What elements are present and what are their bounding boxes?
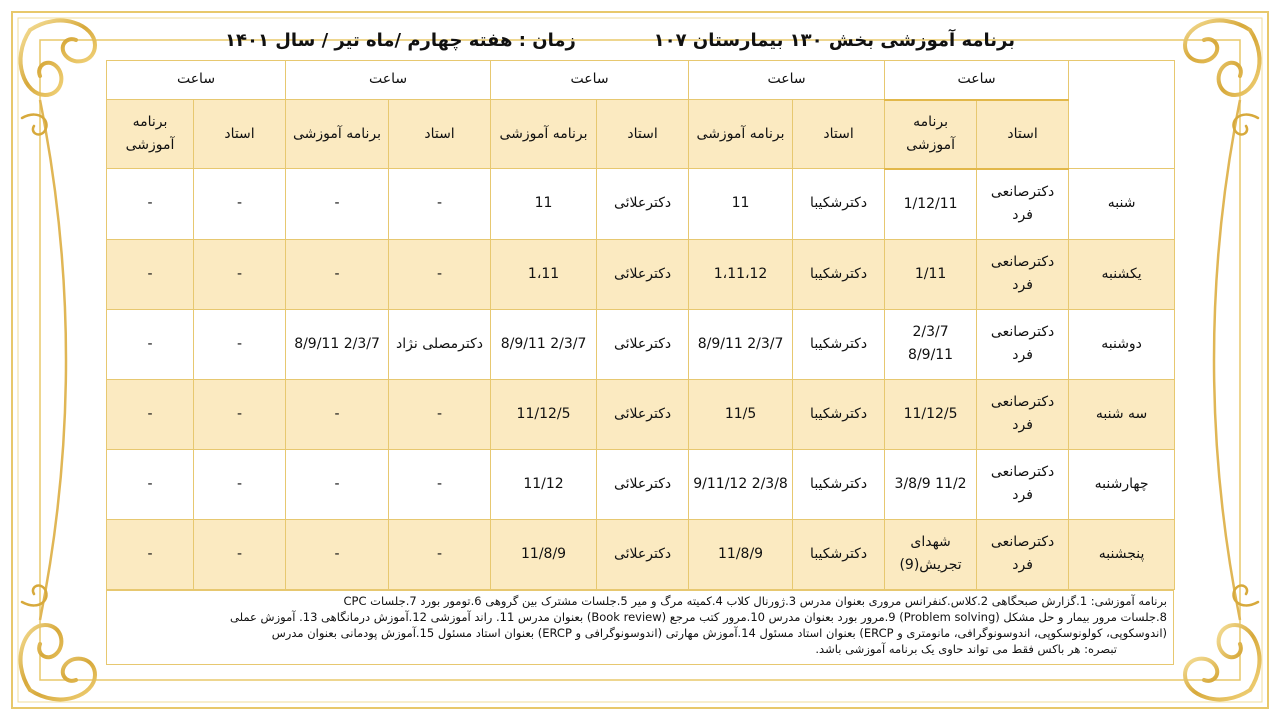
table-cell: 11: [491, 169, 597, 240]
table-cell: -: [107, 239, 194, 309]
day-label: سه شنبه: [1069, 379, 1175, 449]
table-cell: -: [107, 379, 194, 449]
table-cell: دکترصانعی فرد: [977, 169, 1069, 240]
table-cell: 11/8/9: [491, 519, 597, 589]
hour-header: ساعت: [689, 61, 885, 100]
table-cell: 2/3/8 9/11/12: [689, 449, 793, 519]
table-cell: 2/3/7 8/9/11: [885, 309, 977, 379]
table-cell: -: [286, 239, 389, 309]
table-cell: -: [194, 169, 286, 240]
table-cell: 11/5: [689, 379, 793, 449]
hour-header-row: [107, 61, 1175, 100]
table-cell: دکترعلائی: [597, 519, 689, 589]
note-line: برنامه آموزشی: 1.گزارش صبحگاهی 2.کلاس.کنفرانس مروری بعنوان مدرس 3.ژورنال کلاب 4.کمیته مرگ و میر 5.جلسات مشترک بین گروهی 6.تومور بورد 7.جلسات CPC: [343, 594, 1167, 608]
day-label: چهارشنبه: [1069, 449, 1175, 519]
title-row: [225, 30, 1015, 58]
table-cell: 11/8/9: [689, 519, 793, 589]
table-row: [107, 379, 1175, 449]
table-cell: دکترشکیبا: [793, 449, 885, 519]
table-cell: دکترصانعی فرد: [977, 239, 1069, 309]
table-cell: -: [286, 169, 389, 240]
table-cell: دکترمصلی نژاد: [389, 309, 491, 379]
table-cell: دکترصانعی فرد: [977, 519, 1069, 589]
day-label: شنبه: [1069, 169, 1175, 240]
table-cell: دکترعلائی: [597, 239, 689, 309]
table-cell: -: [389, 239, 491, 309]
table-cell: 11/12: [491, 449, 597, 519]
table-cell: دکترعلائی: [597, 379, 689, 449]
day-label: دوشنبه: [1069, 309, 1175, 379]
table-cell: 1/11: [885, 239, 977, 309]
table-cell: -: [194, 379, 286, 449]
note-line: (اندوسکوپی، کولونوسکوپی، اندوسونوگرافی، مانومتری و ERCP) بعنوان استاد مسئول 14.آموزش مهارتی (اندوسونوگرافی و ERCP) بعنوان استاد مسئول 15.آموزش پودمانی بعنوان مدرس: [271, 626, 1167, 640]
table-cell: دکترصانعی فرد: [977, 449, 1069, 519]
column-header-teacher: استاد: [597, 100, 689, 169]
table-cell: 1،11: [491, 239, 597, 309]
hour-header: ساعت: [286, 61, 491, 100]
table-cell: 1/12/11: [885, 169, 977, 240]
column-header-program: برنامه آموزشی: [689, 100, 793, 169]
table-cell: 11/12/5: [491, 379, 597, 449]
day-label: یکشنبه: [1069, 239, 1175, 309]
corner-cell: [1069, 61, 1175, 169]
table-cell: دکترعلائی: [597, 169, 689, 240]
table-cell: 1،11،12: [689, 239, 793, 309]
notes-box: [106, 590, 1174, 665]
table-row: [107, 449, 1175, 519]
schedule-table: [106, 60, 1175, 590]
column-header-teacher: استاد: [389, 100, 491, 169]
table-cell: -: [107, 169, 194, 240]
table-cell: -: [286, 449, 389, 519]
table-cell: 2/3/7 8/9/11: [491, 309, 597, 379]
table-cell: -: [194, 309, 286, 379]
table-cell: -: [286, 519, 389, 589]
hour-header: ساعت: [885, 61, 1069, 100]
table-cell: -: [107, 519, 194, 589]
table-row: [107, 309, 1175, 379]
table-row: [107, 239, 1175, 309]
table-cell: دکترشکیبا: [793, 239, 885, 309]
hour-header: ساعت: [107, 61, 286, 100]
time-label: زمان : هفته چهارم /ماه تیر / سال ۱۴۰۱: [225, 30, 576, 51]
table-cell: دکترصانعی فرد: [977, 309, 1069, 379]
column-header-program: برنامه آموزشی: [107, 100, 194, 169]
column-header-row: [107, 100, 1175, 169]
table-cell: 2/3/7 8/9/11: [689, 309, 793, 379]
note-line: 8.جلسات مرور بیمار و حل مشکل (Problem solving) 9.مرور بورد بعنوان مدرس 10.مرور کتب مرجع (Book review) بعنوان مدرس 11. راند آموزشی 12.آموزش درمانگاهی 13. آموزش عملی: [230, 610, 1167, 624]
page-title: برنامه آموزشی بخش ۱۳۰ بیمارستان ۱۰۷: [653, 30, 1015, 51]
table-cell: -: [107, 449, 194, 519]
table-cell: -: [389, 379, 491, 449]
table-cell: شهدای تجریش(9): [885, 519, 977, 589]
table-cell: 11/12/5: [885, 379, 977, 449]
column-header-teacher: استاد: [977, 100, 1069, 169]
note-line: تبصره: هر باکس فقط می تواند حاوی یک برنامه آموزشی باشد.: [815, 642, 1117, 656]
table-cell: دکترشکیبا: [793, 309, 885, 379]
table-cell: -: [286, 379, 389, 449]
table-cell: دکترعلائی: [597, 449, 689, 519]
table-cell: دکترشکیبا: [793, 519, 885, 589]
table-row: [107, 519, 1175, 589]
table-cell: 2/3/7 8/9/11: [286, 309, 389, 379]
table-cell: دکترشکیبا: [793, 169, 885, 240]
table-cell: -: [389, 519, 491, 589]
hour-header: ساعت: [491, 61, 689, 100]
table-cell: -: [194, 449, 286, 519]
column-header-program: برنامه آموزشی: [491, 100, 597, 169]
column-header-teacher: استاد: [194, 100, 286, 169]
table-cell: -: [194, 239, 286, 309]
table-cell: -: [389, 449, 491, 519]
table-cell: دکترصانعی فرد: [977, 379, 1069, 449]
table-cell: -: [107, 309, 194, 379]
table-cell: 11/2 3/8/9: [885, 449, 977, 519]
table-cell: دکترعلائی: [597, 309, 689, 379]
day-label: پنجشنبه: [1069, 519, 1175, 589]
table-row: [107, 169, 1175, 240]
table-cell: 11: [689, 169, 793, 240]
table-cell: -: [389, 169, 491, 240]
column-header-program: برنامه آموزشی: [885, 100, 977, 169]
column-header-program: برنامه آموزشی: [286, 100, 389, 169]
column-header-teacher: استاد: [793, 100, 885, 169]
table-cell: دکترشکیبا: [793, 379, 885, 449]
table-cell: -: [194, 519, 286, 589]
